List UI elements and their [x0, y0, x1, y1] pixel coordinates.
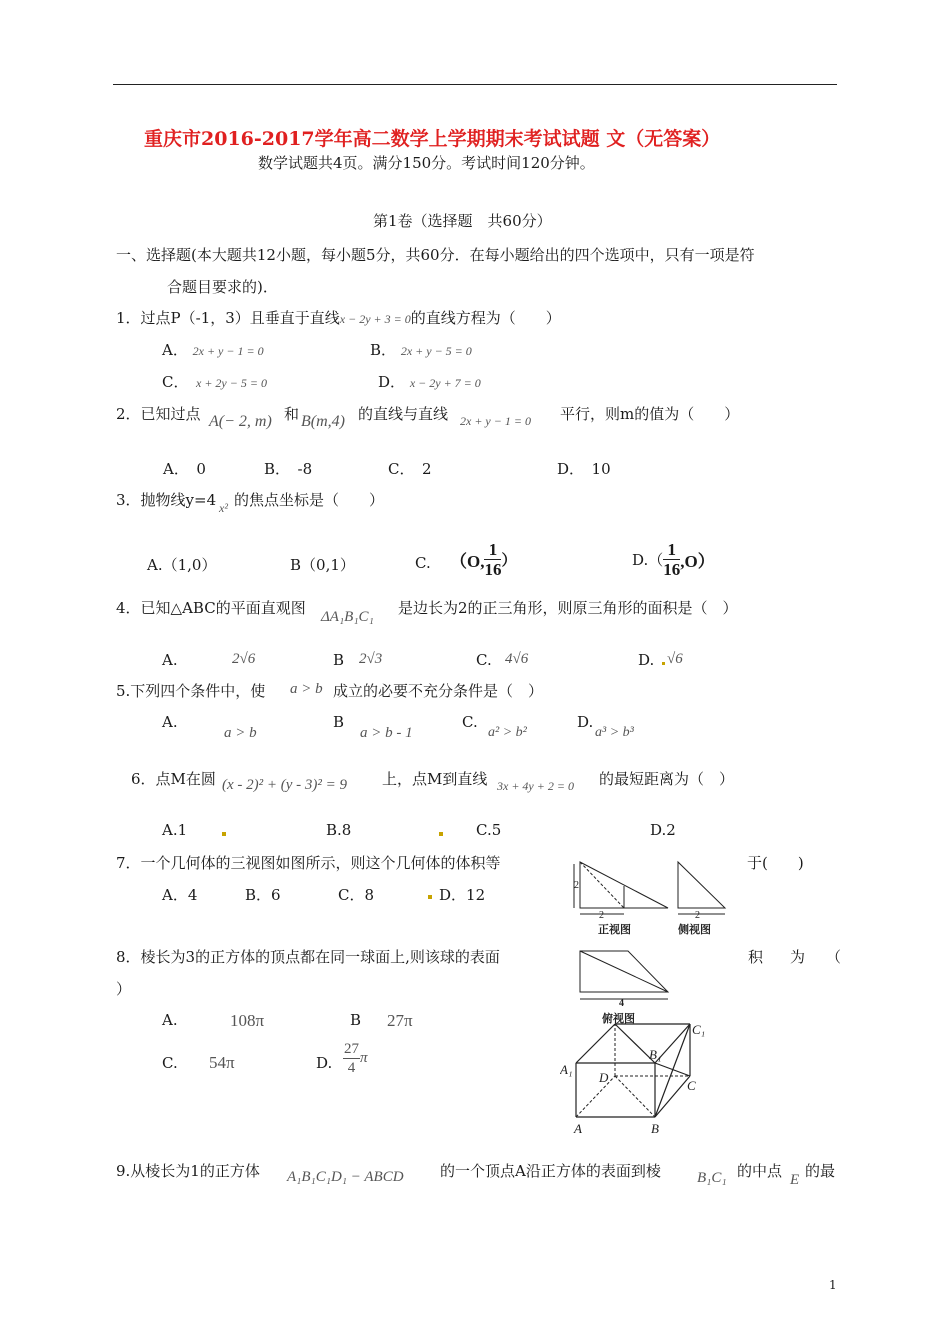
q8-option-b-label: B — [350, 1011, 362, 1029]
side-view-label: 侧视图 — [678, 924, 711, 936]
header-rule — [113, 84, 837, 85]
q4-option-d-label: D. — [638, 651, 655, 669]
q1-stem-a: 1．过点P（-1，3）且垂直于直线 — [116, 309, 340, 327]
q5-option-a: a > b — [224, 725, 257, 741]
q8-option-d: $\frac{27}{4}$ π — [344, 1041, 368, 1076]
q9-point-e: E — [790, 1172, 800, 1188]
q8-option-b: 27π — [387, 1011, 413, 1030]
q8-option-c: 54π — [209, 1053, 235, 1072]
q6-option-a: A.1 — [162, 821, 188, 839]
q9-stem-c: 的中点 — [737, 1162, 783, 1180]
q2-and: 和 — [284, 405, 300, 423]
q3-x-squared: x² — [219, 501, 228, 515]
cube-label-b: B — [651, 1121, 659, 1136]
q4-option-d: √6 — [667, 651, 683, 667]
q8-option-d-label: D. — [316, 1054, 333, 1072]
cube-figure — [560, 1016, 720, 1138]
q9-stem-d: 的最 — [805, 1162, 836, 1180]
q7-option-a: A．4 — [162, 886, 198, 904]
q6-stem-a: 6．点M在圆 — [131, 770, 216, 788]
q6-line: 3x + 4y + 2 = 0 — [497, 779, 574, 793]
q5-option-c: a² > b² — [488, 725, 527, 740]
top-view — [580, 951, 668, 999]
front-dim-2b: 2 — [599, 910, 604, 921]
q9-stem-b: 的一个顶点A沿正方体的表面到棱 — [440, 1162, 661, 1180]
q9-cube: A₁B₁C₁D₁ − ABCD — [287, 1169, 404, 1185]
q7-stem-end: 于( ) — [747, 854, 804, 872]
q2-option-a: A． 0 — [163, 460, 206, 478]
q6-circle: (x - 2)² + (y - 3)² = 9 — [222, 777, 348, 793]
top-view-label: 俯视图 — [602, 1013, 635, 1025]
stray-mark — [428, 895, 432, 899]
q4-option-a: 2√6 — [232, 651, 256, 667]
q8-stem-wei: 为 — [790, 948, 806, 966]
section-heading: 第1卷（选择题 共60分） — [373, 212, 552, 230]
q2-option-c: C． 2 — [388, 460, 432, 478]
stray-mark — [222, 832, 226, 836]
q6-stem-c: 的最短距离为（ ） — [599, 770, 735, 788]
q7-stem: 7．一个几何体的三视图如图所示，则这个几何体的体积等 — [116, 854, 501, 872]
q2-stem-c: 平行，则m的值为（ ） — [560, 405, 740, 423]
q6-option-d: D.2 — [650, 821, 676, 839]
q4-option-b-label: B — [333, 651, 345, 669]
q6-option-c: C.5 — [476, 821, 502, 839]
q4-stem-a: 4．已知△ABC的平面直观图 — [116, 599, 306, 617]
stray-mark — [439, 832, 443, 836]
q3-stem-a: 3．抛物线y=4 — [116, 491, 217, 509]
q5-option-b-label: B — [333, 713, 345, 731]
q5-option-d: a³ > b³ — [595, 725, 634, 740]
q8-stem-ji: 积 — [748, 948, 764, 966]
cube-label-d: D — [599, 1070, 609, 1085]
q2-option-b: B． -8 — [264, 460, 313, 478]
q5-stem-a: 5.下列四个条件中，使 — [116, 682, 266, 700]
side-view — [678, 862, 725, 914]
stray-mark — [662, 662, 665, 665]
top-dim-4: 4 — [619, 998, 624, 1009]
q2-line: 2x + y − 1 = 0 — [460, 414, 531, 428]
q8-paren-open: （ — [826, 948, 842, 966]
front-dim-2: 2 — [574, 880, 579, 891]
q1-option-d: D． x − 2y + 7 = 0 — [378, 373, 481, 391]
q8-option-c-label: C. — [162, 1054, 178, 1072]
q5-condition: a > b — [290, 681, 323, 697]
q8-paren-close: ） — [116, 980, 132, 998]
q1-option-c: C． x + 2y − 5 = 0 — [162, 373, 267, 391]
q4-triangle: ΔA₁B₁C₁ — [321, 609, 374, 625]
q1-line-equation: x − 2y + 3 = 0 — [339, 312, 411, 326]
q4-option-c-label: C. — [476, 651, 492, 669]
q2-stem-b: 的直线与直线 — [358, 405, 449, 423]
page-title: 重庆市2016-2017学年高二数学上学期期末考试试题 文（无答案） — [144, 128, 721, 150]
q4-option-c: 4√6 — [505, 651, 529, 667]
cube-label-a: A — [574, 1121, 582, 1136]
q3-option-a: A.（1,0） — [147, 556, 217, 574]
q4-option-a-label: A. — [162, 651, 178, 669]
q7-option-d: D．12 — [439, 886, 486, 904]
q9-edge: B₁C₁ — [697, 1170, 727, 1186]
q4-option-b: 2√3 — [359, 651, 383, 667]
q4-stem-b: 是边长为2的正三角形，则原三角形的面积是（ ） — [398, 599, 738, 617]
q5-option-b: a > b - 1 — [360, 725, 413, 741]
page-number: 1 — [829, 1278, 837, 1292]
q3-option-c: （O, $\frac{1}{16}$ ） — [450, 540, 517, 579]
q2-point-a: A(− 2, m) — [209, 413, 272, 430]
q6-stem-b: 上，点M到直线 — [382, 770, 488, 788]
page-subtitle: 数学试题共4页。满分150分。考试时间120分钟。 — [258, 154, 595, 172]
side-dim-2: 2 — [695, 910, 700, 921]
q5-stem-b: 成立的必要不充分条件是（ ） — [333, 682, 544, 700]
q5-option-d-label: D. — [577, 713, 594, 731]
front-view-label: 正视图 — [598, 924, 631, 936]
cube-label-c1: C₁ — [692, 1022, 706, 1037]
cube-label-a1: A₁ — [560, 1062, 573, 1077]
q2-point-b: B(m,4) — [301, 413, 345, 430]
front-view — [574, 862, 668, 914]
q3-option-d: D.（ $\frac{1}{16}$ ,O） — [632, 540, 715, 579]
q8-option-a: 108π — [230, 1011, 265, 1030]
q8-stem: 8．棱长为3的正方体的顶点都在同一球面上,则该球的表面 — [116, 948, 500, 966]
q3-stem-b: 的焦点坐标是（ ） — [234, 491, 385, 509]
q7-option-b: B．6 — [245, 886, 281, 904]
question-1 — [116, 307, 561, 328]
q3-option-c-label: C. — [415, 554, 431, 572]
q3-option-b: B（0,1） — [290, 556, 355, 574]
q9-stem-a: 9.从棱长为1的正方体 — [116, 1162, 260, 1180]
q1-option-a: A． 2x + y − 1 = 0 — [162, 341, 264, 359]
q1-option-b: B． 2x + y − 5 = 0 — [370, 341, 472, 359]
q5-option-c-label: C. — [462, 713, 478, 731]
cube-label-b1: B₁ — [649, 1047, 662, 1062]
question-2: 2．已知过点 — [116, 405, 201, 423]
q5-option-a-label: A. — [162, 713, 178, 731]
section-intro-line1: 一、选择题(本大题共12小题，每小题5分，共60分．在每小题给出的四个选项中，只有一项是符 — [116, 246, 755, 264]
q8-option-a-label: A. — [162, 1011, 178, 1029]
q2-option-d: D． 10 — [557, 460, 611, 478]
q7-option-c: C．8 — [338, 886, 375, 904]
three-view-figure — [568, 856, 728, 1028]
section-intro-line2: 合题目要求的)． — [167, 278, 278, 296]
q1-stem-b: 的直线方程为（ ） — [410, 309, 561, 327]
cube-label-c: C — [687, 1078, 696, 1093]
q6-option-b: B.8 — [326, 821, 352, 839]
